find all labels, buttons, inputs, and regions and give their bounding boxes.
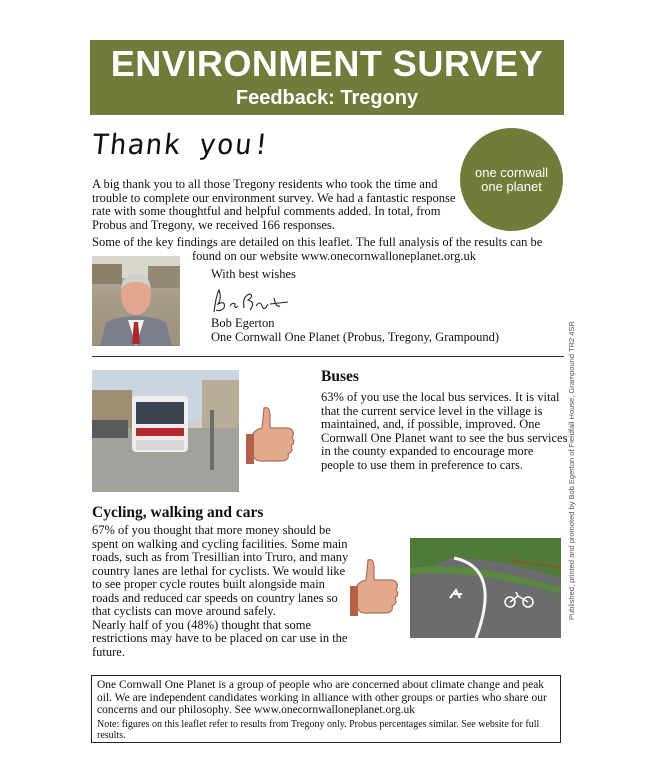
best-wishes-text: With best wishes bbox=[211, 267, 296, 281]
about-paragraph: One Cornwall One Planet is a group of people who are concerned about climate change and peak oil. We are independent candidates working in alliance with other groups or parties who share our concerns and our philosophy. See www.onecornwalloneplanet.org.uk bbox=[97, 679, 547, 716]
cycle-path-photo bbox=[410, 538, 561, 638]
logo-line-1: one cornwall bbox=[475, 164, 548, 180]
signoff-organisation: One Cornwall One Planet (Probus, Tregony, Grampound) bbox=[211, 330, 500, 344]
cycling-heading: Cycling, walking and cars bbox=[92, 504, 264, 521]
portrait-photo bbox=[92, 256, 180, 346]
signoff-name: Bob Egerton bbox=[211, 316, 275, 330]
findings-line-1: Some of the key findings are detailed on this leaflet. The full analysis of the results can be bbox=[92, 235, 543, 249]
banner-title: ENVIRONMENT SURVEY bbox=[110, 43, 544, 84]
cycling-paragraph-2: Nearly half of you (48%) thought that some restrictions may have to be placed on car use in the future. bbox=[92, 617, 348, 659]
logo-line-2: one planet bbox=[481, 178, 542, 194]
thumbs-up-icon bbox=[246, 404, 298, 471]
cycling-text bbox=[92, 524, 354, 659]
banner-subtitle: Feedback: Tregony bbox=[235, 87, 419, 109]
signature-drawing bbox=[210, 286, 292, 316]
survey-banner bbox=[90, 40, 564, 115]
thank-you-heading: Thank you! bbox=[90, 128, 273, 161]
findings-line-2: found on our website www.onecornwalloneplanet.org.uk bbox=[192, 248, 476, 263]
results-note: Note: figures on this leaflet refer to results from Tregony only. Probus percentages similar. See website for full results. bbox=[97, 718, 540, 741]
buses-paragraph: 63% of you use the local bus services. It is vital that the current service level in the village is maintained, and, if possible, improved. One Cornwall One Planet want to see the bus services in the county expanded to encourage more people to use them in preference to cars. bbox=[321, 390, 568, 472]
buses-heading: Buses bbox=[321, 368, 359, 385]
bus-photo bbox=[92, 370, 239, 492]
publisher-credit: Published, printed and promoted by Bob Egerton of Fieldfall House, Grampound TR2 4SR bbox=[567, 321, 576, 620]
thumbs-up-icon bbox=[350, 556, 402, 623]
intro-paragraph: A big thank you to all those Tregony residents who took the time and trouble to complete our environment survey. We had a fantastic response rate with some thoughtful and helpful comments added. In total, from Probus and Tregony, we received 166 responses. bbox=[92, 177, 456, 232]
cycling-paragraph-1: 67% of you thought that more money should be spent on walking and cycling facilities. Some main roads, such as from Tresillian into Truro, and many country lanes are lethal for cyclists. We would like to see proper cycle routes built alongside main roads and reduced car speeds on country lanes so that cyclists can move around safely. bbox=[92, 523, 349, 618]
one-cornwall-logo bbox=[460, 128, 563, 231]
about-box bbox=[91, 675, 561, 743]
section-divider bbox=[92, 356, 564, 357]
